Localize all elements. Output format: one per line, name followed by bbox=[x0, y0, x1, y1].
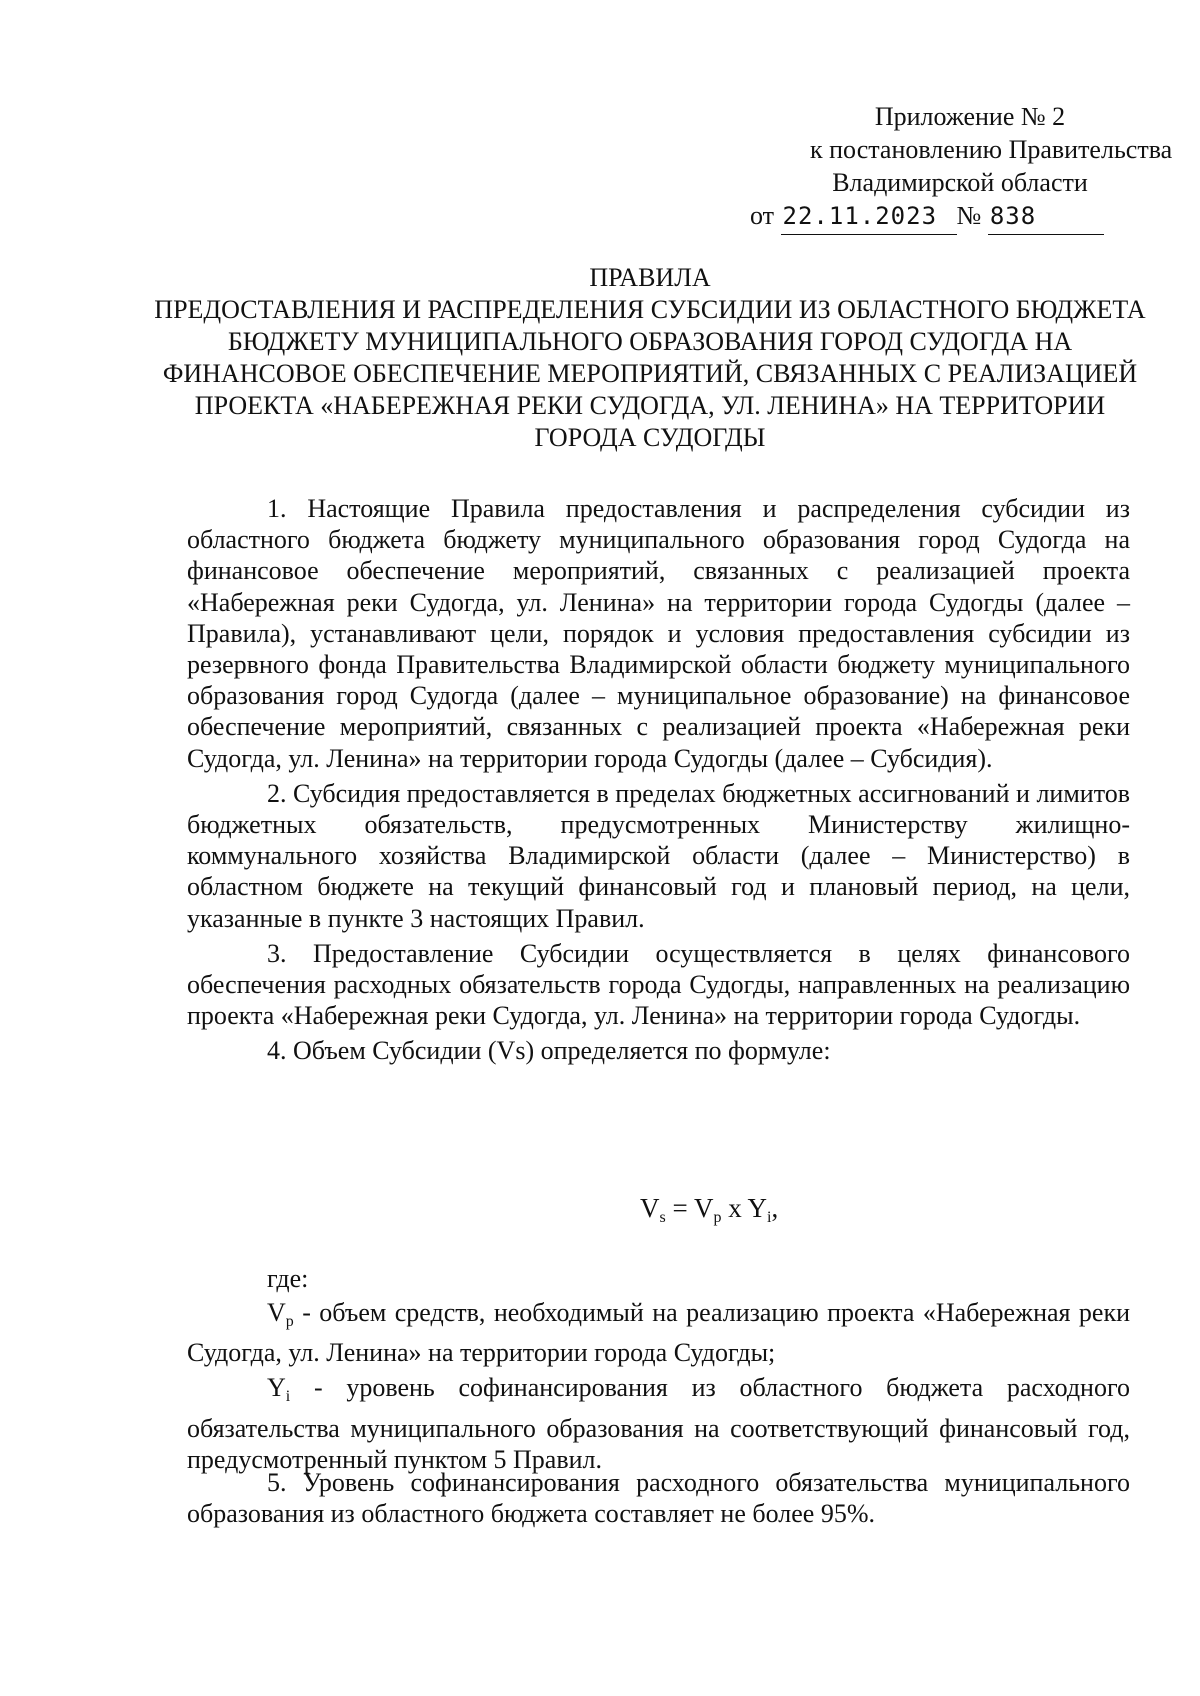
formula-yi-subscript: i bbox=[766, 1209, 772, 1226]
paragraph-5: 5. Уровень софинансирования расходного обязательства муниципального образования из областного бюджета составляет не более 95%. bbox=[187, 1468, 1130, 1529]
formula-yi-symbol: Y bbox=[747, 1193, 767, 1223]
subsidy-formula bbox=[640, 1193, 778, 1227]
document-title bbox=[150, 262, 1150, 454]
formula-times: x bbox=[721, 1193, 748, 1223]
formula-vs-symbol: V bbox=[640, 1193, 660, 1223]
paragraph-2: 2. Субсидия предоставляется в пределах бюджетных ассигнований и лимитов бюджетных обязательств, предусмотренных Министерству жилищно-коммунального хозяйства Владимирской области (далее – Министерство) в областном бюджете на текущий финансовый год и плановый период, на цели, указанные в пункте 3 настоящих Правил. bbox=[187, 778, 1130, 933]
title-subtitle: ПРЕДОСТАВЛЕНИЯ И РАСПРЕДЕЛЕНИЯ СУБСИДИИ ИЗ ОБЛАСТНОГО БЮДЖЕТА БЮДЖЕТУ МУНИЦИПАЛЬНОГО ОБРАЗОВАНИЯ ГОРОД СУДОГДА НА ФИНАНСОВОЕ ОБЕСПЕЧЕНИЕ МЕРОПРИЯТИЙ, СВЯЗАННЫХ С РЕАЛИЗАЦИЕЙ ПРОЕКТА «НАБЕРЕЖНАЯ РЕКИ СУДОГДА, УЛ. ЛЕНИНА» НА ТЕРРИТОРИИ ГОРОДА СУДОГДЫ bbox=[154, 295, 1146, 452]
paragraph-3: 3. Предоставление Субсидии осуществляется в целях финансового обеспечения расходных обязательств города Судогды, направленных на реализацию проекта «Набережная реки Судогда, ул. Ленина» на территории города Судогды. bbox=[187, 938, 1130, 1031]
resolution-date: 22.11.2023 bbox=[781, 200, 957, 235]
definition-yi-subscript: i bbox=[285, 1388, 291, 1406]
region-name: Владимирской области bbox=[832, 168, 1088, 197]
definition-vp bbox=[187, 1297, 1130, 1368]
formula-vp-symbol: V bbox=[693, 1193, 714, 1223]
from-label: от bbox=[750, 201, 775, 230]
paragraph-1: 1. Настоящие Правила предоставления и распределения субсидии из областного бюджета бюджету муниципального образования город Судогда на финансовое обеспечение мероприятий, связанных с реализацией проекта «Набережная реки Судогда, ул. Ленина» на территории города Судогды (далее – Правила), устанавливают цели, порядок и условия предоставления субсидии из резервного фонда Правительства Владимирской области бюджету муниципального образования город Судогда (далее – муниципальное образование) на финансовое обеспечение мероприятий, связанных с реализацией проекта «Набережная реки Судогда, ул. Ленина» на территории города Судогды (далее – Субсидия). bbox=[187, 494, 1130, 773]
date-number-line bbox=[740, 199, 1140, 235]
formula-end: , bbox=[771, 1193, 779, 1223]
title-heading: ПРАВИЛА bbox=[589, 263, 711, 292]
final-paragraph-block bbox=[187, 1467, 1130, 1529]
resolution-number: 838 bbox=[988, 200, 1104, 235]
formula-vp-subscript: p bbox=[713, 1209, 722, 1226]
definition-vp-subscript: p bbox=[285, 1313, 294, 1330]
definition-vp-symbol: V bbox=[267, 1298, 286, 1327]
appendix-number: Приложение № 2 bbox=[874, 102, 1066, 131]
formula-vs-subscript: s bbox=[659, 1209, 666, 1226]
number-label: № bbox=[956, 201, 982, 230]
paragraph-4: 4. Объем Субсидии (Vs) определяется по формуле: bbox=[267, 1036, 831, 1066]
where-label: где: bbox=[267, 1264, 309, 1293]
formula-definitions bbox=[187, 1297, 1130, 1479]
rules-body bbox=[187, 493, 1130, 1071]
approval-block bbox=[740, 100, 1173, 235]
resolution-reference: к постановлению Правительства bbox=[810, 135, 1173, 164]
formula-equals: = bbox=[665, 1193, 694, 1223]
definition-yi bbox=[187, 1372, 1130, 1475]
definition-yi-text: - уровень софинансирования из областного бюджета расходного обязательства муниципального образования на соответствующий финансовый год, предусмотренный пунктом 5 Правил. bbox=[187, 1373, 1130, 1474]
definition-yi-symbol: Y bbox=[267, 1373, 286, 1403]
definition-vp-text: - объем средств, необходимый на реализацию проекта «Набережная реки Судогда, ул. Ленина» на территории города Судогды; bbox=[187, 1298, 1130, 1368]
